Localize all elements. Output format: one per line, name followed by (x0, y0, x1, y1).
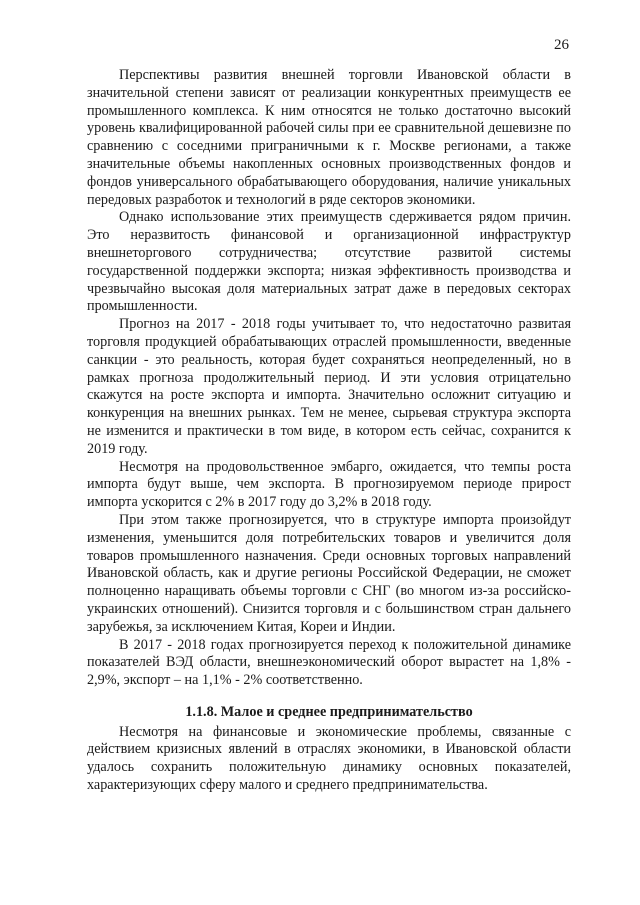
paragraph-constraints: Однако использование этих преимуществ сдерживается рядом причин. Это неразвитость финансовой и организационной инфраструктур внешнеторгового сотрудничества; отсутствие развитой системы государственной поддержки экспорта; низкая эффективность производства и чрезвычайно высокая доля материальных затрат даже в передовых секторах промышленности. (87, 209, 571, 315)
paragraph-import-growth: Несмотря на продовольственное эмбарго, ожидается, что темпы роста импорта будут выше, чем экспорта. В прогнозируемом периоде прирост импорта ускорится с 2% в 2017 году до 3,2% в 2018 году. (87, 458, 571, 511)
paragraph-small-business: Несмотря на финансовые и экономические проблемы, связанные с действием кризисных явлений в отраслях экономики, в Ивановской области удалось сохранить положительную динамику основных показателей, характеризующих сферу малого и среднего предпринимательства. (87, 723, 571, 794)
paragraph-import-structure: При этом также прогнозируется, что в структуре импорта произойдут изменения, уменьшится доля потребительских товаров и увеличится доля товаров промышленного назначения. Среди основных торговых направлений Ивановской область, как и другие регионы Российской Федерации, не сможет полноценно наращивать объемы торговли с СНГ (во многом из-за российско-украинских отношений). Снизится торговля и с большинством стран дальнего зарубежья, за исключением Китая, Кореи и Индии. (87, 511, 571, 635)
document-body (87, 67, 571, 795)
paragraph-export-prospects: Перспективы развития внешней торговли Ивановской области в значительной степени зависят от реализации конкурентных преимуществ ее промышленного комплекса. К ним относятся не только достаточно высокий уровень квалифицированной рабочей силы при ее сравнительной дешевизне по сравнению с соседними приграничными к г. Москве регионами, а также значительные объемы накопленных основных производственных фондов и фондов универсального обрабатывающего оборудования, наличие уникальных передовых разработок и технологий в ряде секторов экономики. (87, 67, 571, 208)
page-number: 26 (554, 37, 569, 53)
paragraph-trade-turnover: В 2017 - 2018 годах прогнозируется переход к положительной динамике показателей ВЭД области, внешнеэкономический оборот вырастет на 1,8% - 2,9%, экспорт – на 1,1% - 2% соответственно. (87, 636, 571, 689)
section-heading: 1.1.8. Малое и среднее предпринимательство (185, 703, 473, 720)
paragraph-forecast: Прогноз на 2017 - 2018 годы учитывает то, что недостаточно развитая торговля продукцией обрабатывающих отраслей промышленности, введенные санкции - это реальность, которая будет сохраняться неопределенный, но в рамках прогноза продолжительный период. И эти условия отрицательно скажутся на росте экспорта и импорта. Значительно осложнит ситуацию и конкуренция на внешних рынках. Тем не менее, сырьевая структура экспорта не изменится и практически в том виде, в котором есть сейчас, сохранится к 2019 году. (87, 316, 571, 457)
